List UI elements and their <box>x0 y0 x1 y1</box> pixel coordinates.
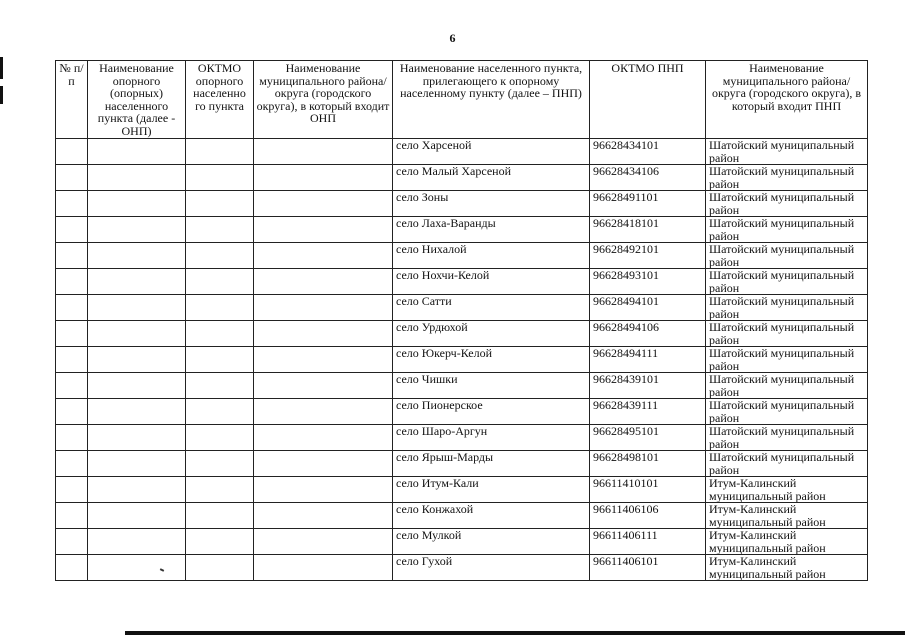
cell-onp-name <box>88 529 186 555</box>
cell-onp-district <box>254 243 393 269</box>
cell-onp-oktmo <box>186 243 254 269</box>
cell-pnp-name: село Мулкой <box>393 529 590 555</box>
cell-onp-name <box>88 451 186 477</box>
cell-number <box>56 347 88 373</box>
table-row <box>56 373 868 399</box>
cell-onp-oktmo <box>186 425 254 451</box>
cell-onp-oktmo <box>186 399 254 425</box>
cell-pnp-oktmo: 96611406111 <box>590 529 706 555</box>
cell-onp-name <box>88 295 186 321</box>
cell-onp-name <box>88 269 186 295</box>
cell-pnp-oktmo: 96628439111 <box>590 399 706 425</box>
cell-onp-district <box>254 321 393 347</box>
cell-number <box>56 373 88 399</box>
cell-onp-district <box>254 217 393 243</box>
cell-onp-oktmo <box>186 529 254 555</box>
cell-number <box>56 191 88 217</box>
header-pnp-oktmo: ОКТМО ПНП <box>590 61 706 139</box>
header-onp-oktmo: ОКТМО опорного населенно го пункта <box>186 61 254 139</box>
cell-pnp-district: Шатойский муниципальный район <box>706 295 868 321</box>
cell-onp-oktmo <box>186 295 254 321</box>
cell-number <box>56 295 88 321</box>
table-row <box>56 321 868 347</box>
cell-number <box>56 243 88 269</box>
cell-pnp-name: село Малый Харсеной <box>393 165 590 191</box>
table-row <box>56 399 868 425</box>
settlements-table <box>55 60 868 581</box>
table-row <box>56 243 868 269</box>
cell-onp-oktmo <box>186 373 254 399</box>
cell-onp-district <box>254 191 393 217</box>
cell-onp-name <box>88 555 186 581</box>
table-row <box>56 269 868 295</box>
table-row <box>56 217 868 243</box>
cell-pnp-district: Шатойский муниципальный район <box>706 425 868 451</box>
cell-pnp-oktmo: 96628434106 <box>590 165 706 191</box>
cell-number <box>56 477 88 503</box>
cell-pnp-district: Шатойский муниципальный район <box>706 139 868 165</box>
cell-pnp-name: село Нохчи-Келой <box>393 269 590 295</box>
cell-pnp-name: село Урдюхой <box>393 321 590 347</box>
cell-onp-district <box>254 373 393 399</box>
cell-pnp-district: Итум-Калинский муниципальный район <box>706 555 868 581</box>
cell-pnp-district: Итум-Калинский муниципальный район <box>706 477 868 503</box>
cell-onp-name <box>88 373 186 399</box>
table-row <box>56 295 868 321</box>
header-onp-name: Наименование опорного (опорных) населенного пункта (далее - ОНП) <box>88 61 186 139</box>
cell-number <box>56 139 88 165</box>
cell-onp-name <box>88 191 186 217</box>
cell-number <box>56 529 88 555</box>
table-row <box>56 165 868 191</box>
cell-pnp-oktmo: 96628493101 <box>590 269 706 295</box>
cell-pnp-district: Шатойский муниципальный район <box>706 165 868 191</box>
cell-pnp-district: Шатойский муниципальный район <box>706 217 868 243</box>
cell-pnp-oktmo: 96611410101 <box>590 477 706 503</box>
cell-number <box>56 321 88 347</box>
cell-onp-district <box>254 555 393 581</box>
margin-mark <box>0 86 3 104</box>
cell-pnp-district: Шатойский муниципальный район <box>706 347 868 373</box>
cell-number <box>56 451 88 477</box>
cell-onp-district <box>254 477 393 503</box>
cell-onp-name <box>88 217 186 243</box>
header-pnp-district: Наименование муниципального района/округа (городского округа), в который входит ПНП <box>706 61 868 139</box>
cell-pnp-district: Шатойский муниципальный район <box>706 243 868 269</box>
cell-pnp-name: село Ярыш-Марды <box>393 451 590 477</box>
cell-pnp-oktmo: 96628494101 <box>590 295 706 321</box>
cell-pnp-oktmo: 96628491101 <box>590 191 706 217</box>
cell-pnp-name: село Юкерч-Келой <box>393 347 590 373</box>
cell-pnp-oktmo: 96628498101 <box>590 451 706 477</box>
cell-onp-district <box>254 139 393 165</box>
cell-onp-district <box>254 347 393 373</box>
cell-onp-name <box>88 321 186 347</box>
cell-number <box>56 217 88 243</box>
table-row <box>56 529 868 555</box>
cell-number <box>56 399 88 425</box>
cell-pnp-district: Шатойский муниципальный район <box>706 399 868 425</box>
table-row <box>56 425 868 451</box>
table-row <box>56 191 868 217</box>
cell-onp-oktmo <box>186 191 254 217</box>
cell-pnp-name: село Харсеной <box>393 139 590 165</box>
cell-pnp-oktmo: 96628492101 <box>590 243 706 269</box>
cell-number <box>56 425 88 451</box>
cell-onp-oktmo <box>186 269 254 295</box>
cell-pnp-name: село Пионерское <box>393 399 590 425</box>
cell-onp-oktmo <box>186 139 254 165</box>
cell-onp-oktmo <box>186 503 254 529</box>
cell-pnp-name: село Конжахой <box>393 503 590 529</box>
cell-onp-district <box>254 165 393 191</box>
cell-pnp-name: село Лаха-Варанды <box>393 217 590 243</box>
table-row <box>56 477 868 503</box>
cell-onp-oktmo <box>186 555 254 581</box>
cell-onp-name <box>88 425 186 451</box>
cell-pnp-name: село Итум-Кали <box>393 477 590 503</box>
table-row <box>56 451 868 477</box>
cell-pnp-district: Итум-Калинский муниципальный район <box>706 529 868 555</box>
cell-pnp-name: село Сатти <box>393 295 590 321</box>
cell-pnp-name: село Шаро-Аргун <box>393 425 590 451</box>
cell-onp-district <box>254 269 393 295</box>
cell-number <box>56 165 88 191</box>
page-number: 6 <box>449 31 456 45</box>
cell-onp-district <box>254 529 393 555</box>
cell-onp-name <box>88 243 186 269</box>
cell-number <box>56 555 88 581</box>
cell-onp-district <box>254 399 393 425</box>
header-onp-district: Наименование муниципального района/округа (городского округа), в который входит ОНП <box>254 61 393 139</box>
cell-pnp-district: Шатойский муниципальный район <box>706 373 868 399</box>
cell-onp-oktmo <box>186 321 254 347</box>
cell-onp-oktmo <box>186 165 254 191</box>
cell-pnp-oktmo: 96628439101 <box>590 373 706 399</box>
cell-onp-district <box>254 503 393 529</box>
cell-onp-name <box>88 139 186 165</box>
table-row <box>56 555 868 581</box>
cell-pnp-oktmo: 96628494106 <box>590 321 706 347</box>
cell-onp-name <box>88 503 186 529</box>
cell-pnp-district: Итум-Калинский муниципальный район <box>706 503 868 529</box>
bottom-scan-line <box>125 631 905 635</box>
cell-pnp-oktmo: 96628495101 <box>590 425 706 451</box>
header-pnp-name: Наименование населенного пункта, прилегающего к опорному населенному пункту (далее – ПНП) <box>393 61 590 139</box>
cell-onp-district <box>254 295 393 321</box>
cell-onp-oktmo <box>186 217 254 243</box>
cell-pnp-oktmo: 96628434101 <box>590 139 706 165</box>
cell-onp-oktmo <box>186 347 254 373</box>
cell-pnp-district: Шатойский муниципальный район <box>706 191 868 217</box>
cell-pnp-name: село Зоны <box>393 191 590 217</box>
cell-onp-district <box>254 425 393 451</box>
cell-onp-oktmo <box>186 477 254 503</box>
cell-pnp-name: село Чишки <box>393 373 590 399</box>
cell-pnp-name: село Гухой <box>393 555 590 581</box>
cell-pnp-district: Шатойский муниципальный район <box>706 451 868 477</box>
cell-onp-name <box>88 399 186 425</box>
cell-pnp-oktmo: 96611406106 <box>590 503 706 529</box>
cell-pnp-oktmo: 96628418101 <box>590 217 706 243</box>
cell-number <box>56 269 88 295</box>
cell-onp-name <box>88 347 186 373</box>
cell-onp-name <box>88 165 186 191</box>
cell-pnp-district: Шатойский муниципальный район <box>706 321 868 347</box>
margin-mark <box>0 57 3 79</box>
cell-number <box>56 503 88 529</box>
table-row <box>56 503 868 529</box>
cell-onp-oktmo <box>186 451 254 477</box>
cell-onp-name <box>88 477 186 503</box>
cell-pnp-name: село Нихалой <box>393 243 590 269</box>
table-row <box>56 347 868 373</box>
header-number: № п/п <box>56 61 88 139</box>
cell-pnp-oktmo: 96628494111 <box>590 347 706 373</box>
cell-pnp-oktmo: 96611406101 <box>590 555 706 581</box>
table-header-row <box>56 61 868 139</box>
table-row <box>56 139 868 165</box>
cell-onp-district <box>254 451 393 477</box>
cell-pnp-district: Шатойский муниципальный район <box>706 269 868 295</box>
